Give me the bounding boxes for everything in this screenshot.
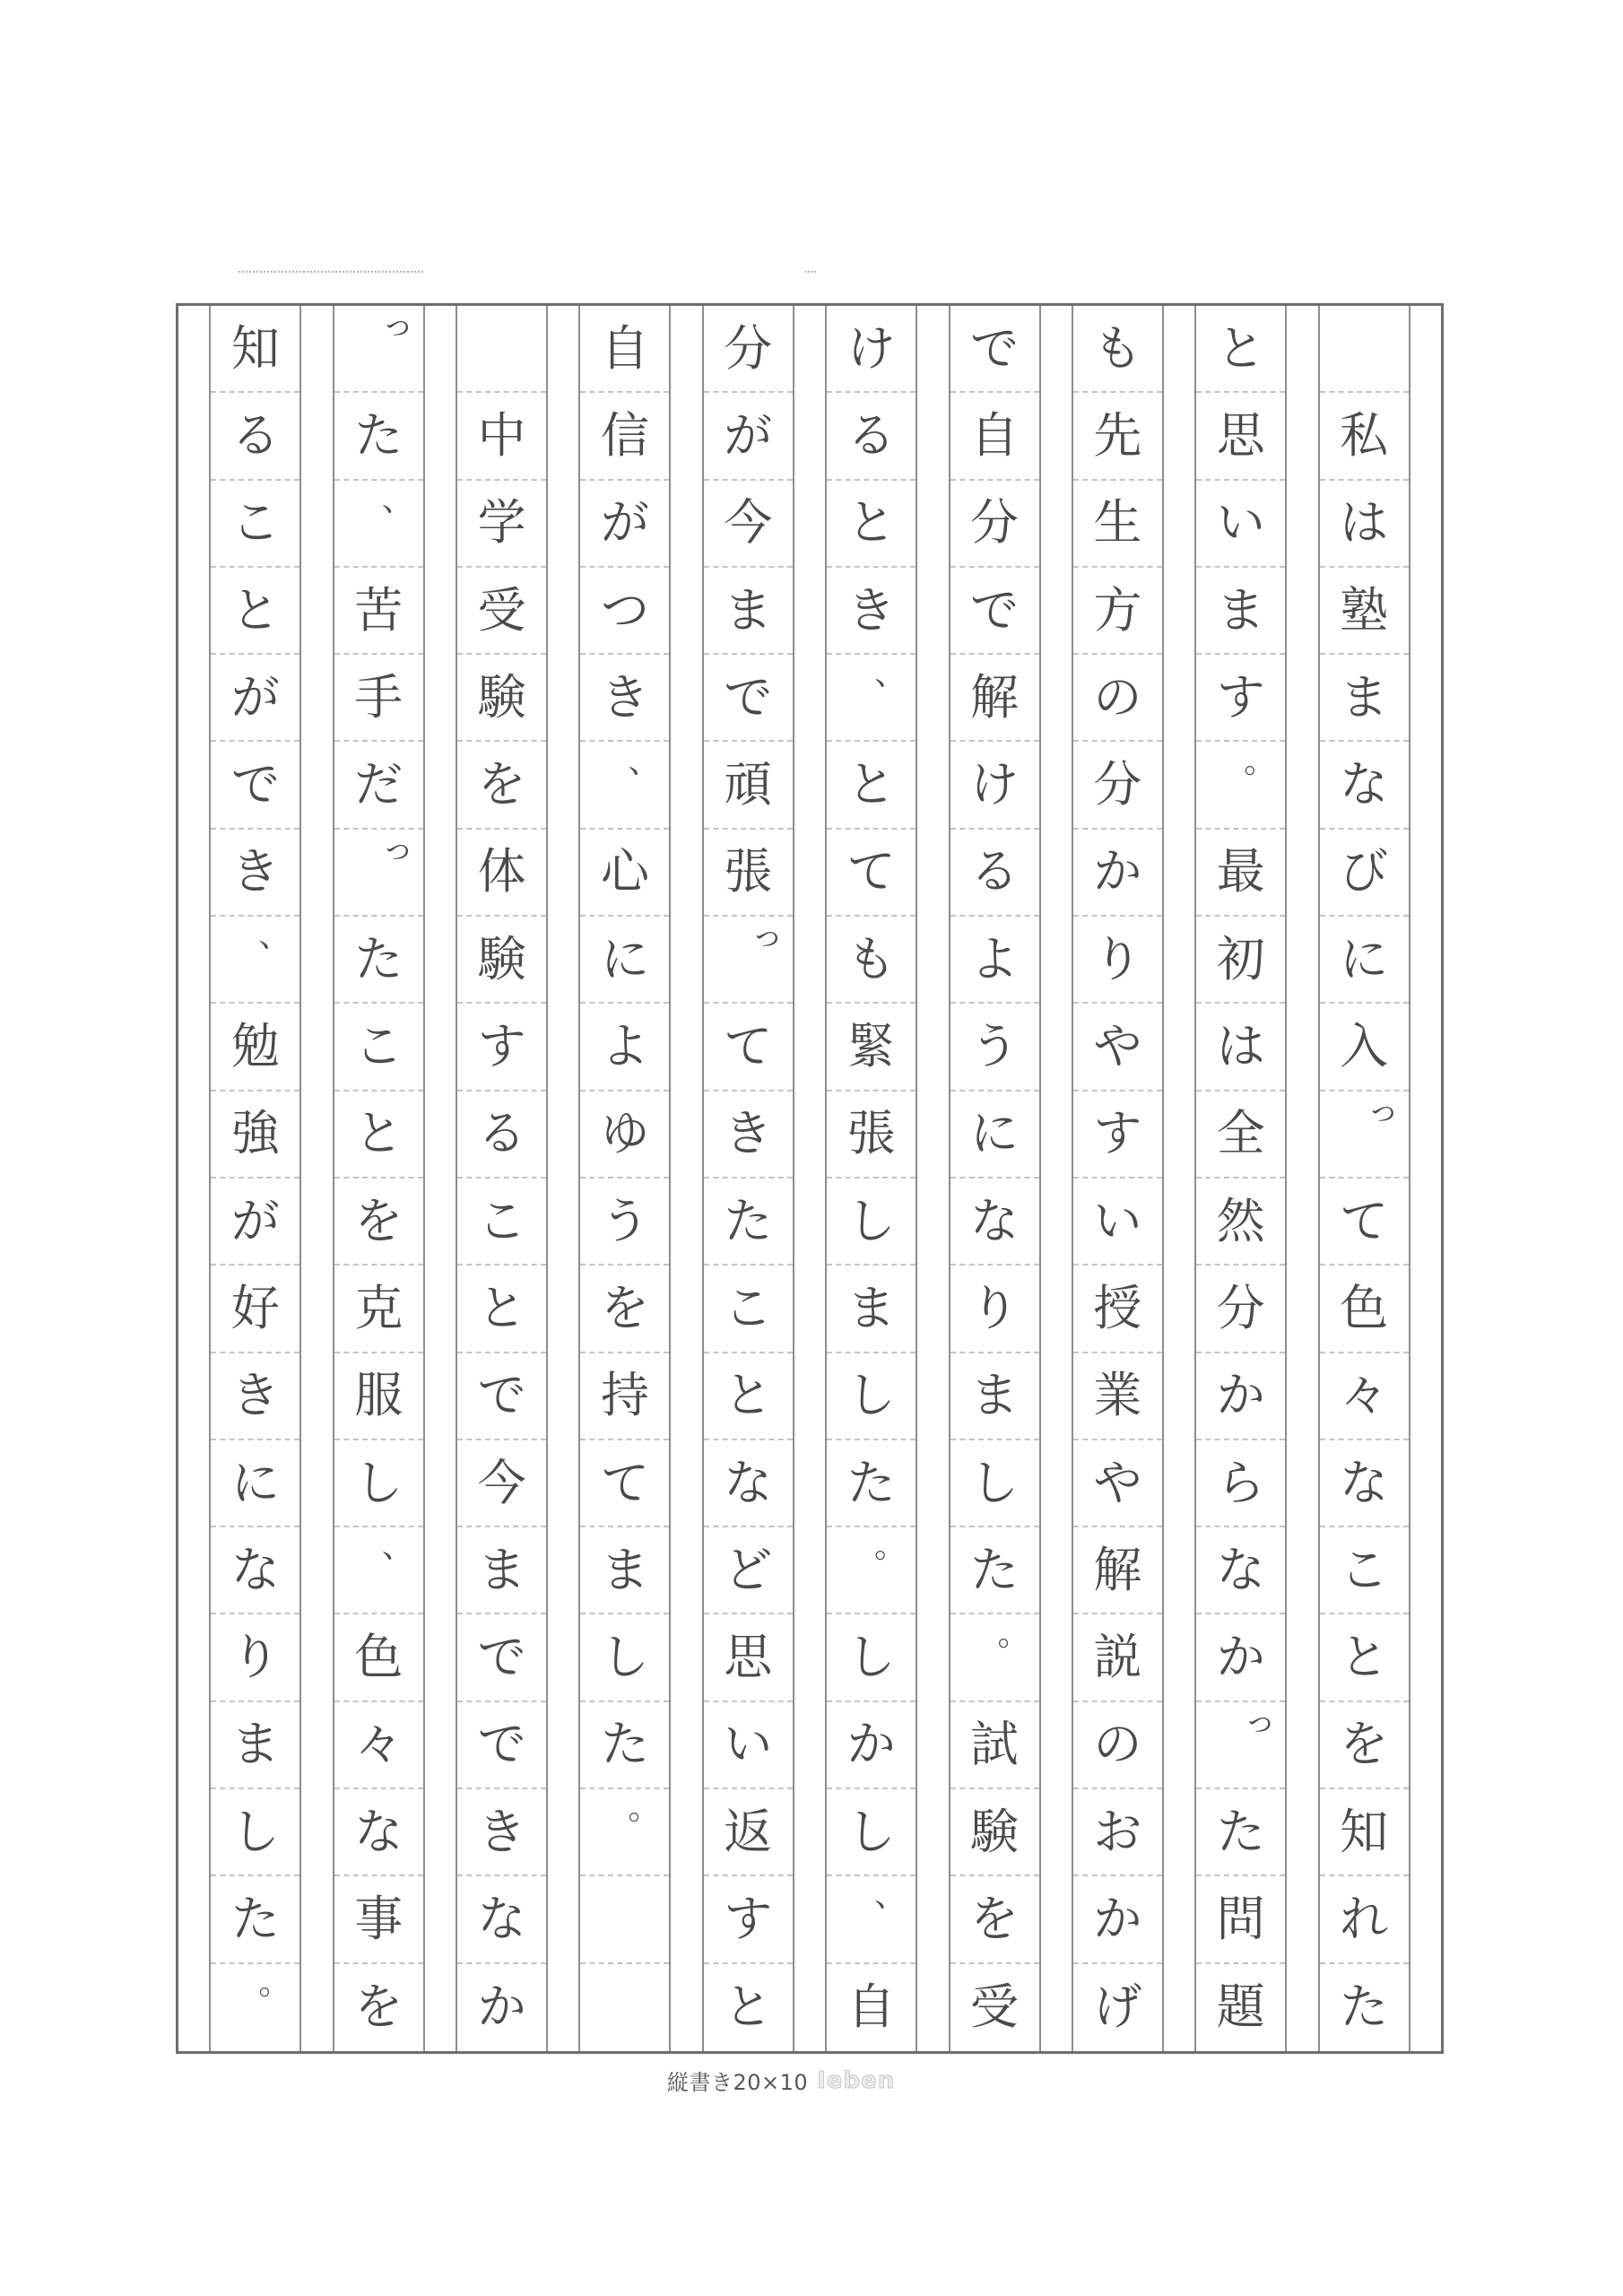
ruby-gutter — [301, 306, 332, 2051]
manuscript-cell: 体 — [457, 830, 546, 917]
manuscript-cell: き — [211, 1353, 299, 1440]
manuscript-cell: ま — [827, 1265, 916, 1352]
manuscript-cell: 。 — [827, 1527, 916, 1614]
manuscript-cell: か — [1196, 1615, 1285, 1702]
manuscript-cell: し — [827, 1353, 916, 1440]
manuscript-cell — [580, 1964, 669, 2051]
manuscript-cell: よ — [580, 1004, 669, 1091]
manuscript-cell: る — [950, 830, 1039, 917]
manuscript-cell: い — [1073, 1178, 1162, 1265]
manuscript-cell: 、 — [827, 655, 916, 742]
manuscript-cell: か — [1073, 830, 1162, 917]
manuscript-cell: て — [704, 1004, 793, 1091]
manuscript-cell: 緊 — [827, 1004, 916, 1091]
manuscript-cell: ま — [950, 1353, 1039, 1440]
manuscript-cell: た — [1196, 1789, 1285, 1876]
manuscript-cell: を — [457, 743, 546, 830]
ruby-gutter — [425, 306, 456, 2051]
manuscript-cell: を — [354, 1979, 404, 2036]
manuscript-cell: て — [1320, 1178, 1409, 1265]
manuscript-cell: 苦 — [334, 568, 423, 655]
manuscript-cell: は — [1196, 1004, 1285, 1091]
manuscript-cell: は — [1320, 481, 1409, 568]
manuscript-cell: 頑 — [704, 743, 793, 830]
manuscript-cell: ま — [1320, 655, 1409, 742]
manuscript-cell: す — [1196, 655, 1285, 742]
manuscript-cell: 心 — [580, 830, 669, 917]
manuscript-cell: る — [457, 1091, 546, 1178]
manuscript-cell: し — [950, 1440, 1039, 1527]
manuscript-cell: 、 — [334, 1527, 423, 1614]
manuscript-cell: た — [827, 1440, 916, 1527]
manuscript-cell: で — [457, 1702, 546, 1789]
manuscript-cell: こ — [1320, 1527, 1409, 1614]
manuscript-cell: 強 — [211, 1091, 299, 1178]
manuscript-cell: っ — [704, 917, 793, 1004]
manuscript-cell: も — [1073, 306, 1162, 393]
manuscript-cell: た — [334, 917, 423, 1004]
manuscript-cell: る — [211, 393, 299, 480]
manuscript-cell: を — [1320, 1702, 1409, 1789]
manuscript-cell: 、 — [580, 743, 669, 830]
manuscript-cell: 色 — [1320, 1265, 1409, 1352]
manuscript-cell: 。 — [1196, 743, 1285, 830]
manuscript-cell: 返 — [704, 1789, 793, 1876]
manuscript-cell: 学 — [457, 481, 546, 568]
ruby-gutter — [671, 306, 701, 2051]
manuscript-cell: と — [827, 481, 916, 568]
manuscript-cell: で — [950, 568, 1039, 655]
manuscript-cell: き — [827, 568, 916, 655]
manuscript-column-8 — [456, 306, 548, 2051]
manuscript-cell: な — [457, 1876, 546, 1963]
ruby-gutter — [917, 306, 948, 2051]
manuscript-cell: 分 — [1073, 743, 1162, 830]
manuscript-cell: の — [1073, 655, 1162, 742]
manuscript-cell: で — [704, 655, 793, 742]
scan-speck-left — [239, 271, 423, 274]
manuscript-cell: す — [704, 1876, 793, 1963]
manuscript-cell — [580, 1876, 669, 1963]
manuscript-cell: き — [580, 655, 669, 742]
manuscript-cell: た — [334, 393, 423, 480]
manuscript-cell: 解 — [950, 655, 1039, 742]
manuscript-cell: 受 — [457, 568, 546, 655]
manuscript-column-7 — [578, 306, 671, 2051]
manuscript-cell: 手 — [334, 655, 423, 742]
manuscript-cell: か — [827, 1702, 916, 1789]
manuscript-cell: 服 — [334, 1353, 423, 1440]
manuscript-cell: 、 — [211, 917, 299, 1004]
manuscript-cell: を — [950, 1876, 1039, 1963]
manuscript-cell: 。 — [258, 1964, 291, 2002]
manuscript-cell: き — [211, 830, 299, 917]
ruby-gutter — [178, 306, 209, 2051]
manuscript-cell: か — [1196, 1353, 1285, 1440]
manuscript-column-2 — [1194, 306, 1287, 2051]
manuscript-cell: す — [457, 1004, 546, 1091]
manuscript-cell: と — [827, 743, 916, 830]
manuscript-cell — [1320, 306, 1409, 393]
paper-footer — [667, 2065, 895, 2096]
manuscript-cell: ま — [704, 568, 793, 655]
manuscript-cell: き — [704, 1091, 793, 1178]
manuscript-cell: ど — [704, 1527, 793, 1614]
manuscript-cell: 張 — [827, 1091, 916, 1178]
manuscript-cell: っ — [334, 306, 423, 393]
manuscript-cell: た — [211, 1876, 299, 1963]
manuscript-cell: に — [580, 917, 669, 1004]
manuscript-cell: 々 — [1320, 1353, 1409, 1440]
manuscript-cell: っ — [334, 830, 423, 917]
manuscript-cell: て — [827, 830, 916, 917]
manuscript-cell: び — [1320, 830, 1409, 917]
manuscript-cell: 克 — [334, 1265, 423, 1352]
ruby-gutter — [794, 306, 825, 2051]
manuscript-cell: も — [827, 917, 916, 1004]
scan-speck-center — [805, 271, 816, 274]
manuscript-cell: に — [211, 1440, 299, 1527]
manuscript-cell: 自 — [846, 1979, 896, 2036]
manuscript-cell: で — [950, 306, 1039, 393]
manuscript-cell: 題 — [1216, 1979, 1265, 2036]
manuscript-cell: し — [827, 1178, 916, 1265]
manuscript-cell: な — [334, 1789, 423, 1876]
manuscript-cell: 分 — [704, 306, 793, 393]
manuscript-cell: た — [704, 1178, 793, 1265]
manuscript-cell: し — [580, 1615, 669, 1702]
manuscript-cell: な — [950, 1178, 1039, 1265]
manuscript-cell: 。 — [580, 1789, 669, 1876]
ruby-gutter — [1164, 306, 1194, 2051]
ruby-gutter — [548, 306, 578, 2051]
manuscript-cell: 問 — [1196, 1876, 1285, 1963]
manuscript-cell: 方 — [1073, 568, 1162, 655]
manuscript-cell: げ — [1093, 1979, 1142, 2036]
manuscript-cell: う — [580, 1178, 669, 1265]
brand-logo: Ieben — [817, 2066, 896, 2094]
manuscript-cell: と — [1196, 306, 1285, 393]
manuscript-cell: 張 — [704, 830, 793, 917]
manuscript-cell: け — [950, 743, 1039, 830]
manuscript-cell: る — [827, 393, 916, 480]
manuscript-cell: た — [580, 1702, 669, 1789]
manuscript-cell: や — [1073, 1440, 1162, 1527]
manuscript-grid — [176, 303, 1444, 2054]
manuscript-cell: 、 — [334, 481, 423, 568]
manuscript-cell: 初 — [1196, 917, 1285, 1004]
manuscript-cell: か — [477, 1979, 526, 2036]
manuscript-cell: 説 — [1073, 1615, 1162, 1702]
manuscript-cell: な — [1320, 1440, 1409, 1527]
manuscript-cell: し — [827, 1615, 916, 1702]
manuscript-cell: 業 — [1073, 1353, 1162, 1440]
manuscript-cell: に — [950, 1091, 1039, 1178]
manuscript-cell: し — [334, 1440, 423, 1527]
manuscript-cell: り — [211, 1615, 299, 1702]
manuscript-cell: に — [1320, 917, 1409, 1004]
manuscript-column-3 — [1072, 306, 1164, 2051]
manuscript-cell: な — [704, 1440, 793, 1527]
manuscript-cell: 勉 — [211, 1004, 299, 1091]
manuscript-column-1 — [1318, 306, 1410, 2051]
manuscript-cell: 授 — [1073, 1265, 1162, 1352]
manuscript-cell: り — [1073, 917, 1162, 1004]
manuscript-cell: を — [334, 1178, 423, 1265]
manuscript-cell: 今 — [457, 1440, 546, 1527]
manuscript-cell: と — [457, 1265, 546, 1352]
manuscript-cell: 信 — [580, 393, 669, 480]
manuscript-cell: 知 — [1320, 1789, 1409, 1876]
manuscript-cell: 全 — [1196, 1091, 1285, 1178]
manuscript-cell: 事 — [334, 1876, 423, 1963]
manuscript-cell: が — [580, 481, 669, 568]
manuscript-cell: か — [1073, 1876, 1162, 1963]
ruby-gutter — [1287, 306, 1317, 2051]
manuscript-cell: こ — [704, 1265, 793, 1352]
manuscript-cell: だ — [334, 743, 423, 830]
manuscript-cell: 今 — [704, 481, 793, 568]
manuscript-column-6 — [702, 306, 794, 2051]
manuscript-cell: こ — [457, 1178, 546, 1265]
manuscript-cell: 験 — [950, 1789, 1039, 1876]
manuscript-cell: 入 — [1320, 1004, 1409, 1091]
manuscript-cell: 好 — [211, 1265, 299, 1352]
manuscript-cell: た — [1340, 1979, 1389, 2036]
manuscript-cell: で — [457, 1615, 546, 1702]
manuscript-cell: 、 — [827, 1876, 916, 1963]
manuscript-cell: ま — [1196, 568, 1285, 655]
manuscript-cell: お — [1073, 1789, 1162, 1876]
manuscript-cell: い — [704, 1702, 793, 1789]
manuscript-cell: 。 — [950, 1615, 1039, 1702]
manuscript-cell: 私 — [1320, 393, 1409, 480]
manuscript-cell: 験 — [457, 655, 546, 742]
manuscript-cell: う — [950, 1004, 1039, 1091]
manuscript-cell: つ — [580, 568, 669, 655]
manuscript-cell: と — [704, 1353, 793, 1440]
manuscript-cell: ら — [1196, 1440, 1285, 1527]
manuscript-cell: た — [950, 1527, 1039, 1614]
manuscript-cell: の — [1073, 1702, 1162, 1789]
manuscript-column-5 — [825, 306, 917, 2051]
manuscript-cell: 先 — [1073, 393, 1162, 480]
manuscript-cell: が — [211, 1178, 299, 1265]
manuscript-cell: け — [827, 306, 916, 393]
manuscript-cell: こ — [211, 481, 299, 568]
manuscript-cell: っ — [1320, 1091, 1409, 1178]
manuscript-cell: こ — [334, 1004, 423, 1091]
manuscript-cell: で — [457, 1353, 546, 1440]
manuscript-cell: ま — [211, 1702, 299, 1789]
manuscript-cell: 分 — [950, 481, 1039, 568]
manuscript-cell: ゆ — [580, 1091, 669, 1178]
manuscript-cell: 思 — [1196, 393, 1285, 480]
manuscript-cell: で — [211, 743, 299, 830]
manuscript-cell: 中 — [457, 393, 546, 480]
manuscript-cell: 最 — [1196, 830, 1285, 917]
manuscript-cell: 知 — [211, 306, 299, 393]
manuscript-cell: ま — [580, 1527, 669, 1614]
manuscript-cell: な — [1320, 743, 1409, 830]
manuscript-cell: な — [1196, 1527, 1285, 1614]
manuscript-cell: き — [457, 1789, 546, 1876]
manuscript-cell: れ — [1320, 1876, 1409, 1963]
manuscript-cell: 解 — [1073, 1527, 1162, 1614]
manuscript-cell: ま — [457, 1527, 546, 1614]
manuscript-cell: 自 — [580, 306, 669, 393]
manuscript-cell: 持 — [580, 1353, 669, 1440]
manuscript-cell: す — [1073, 1091, 1162, 1178]
manuscript-cell: し — [827, 1789, 916, 1876]
manuscript-column-10 — [209, 306, 301, 2051]
manuscript-cell: 色 — [334, 1615, 423, 1702]
manuscript-cell: と — [724, 1979, 773, 2036]
manuscript-cell: 思 — [704, 1615, 793, 1702]
manuscript-cell: が — [704, 393, 793, 480]
manuscript-cell: 自 — [950, 393, 1039, 480]
manuscript-cell: 分 — [1196, 1265, 1285, 1352]
manuscript-cell: と — [1320, 1615, 1409, 1702]
manuscript-cell: て — [580, 1440, 669, 1527]
manuscript-cell: 験 — [457, 917, 546, 1004]
manuscript-cell: っ — [1196, 1702, 1285, 1789]
paper-format-label: 縦書き20×10 — [667, 2070, 809, 2095]
manuscript-cell: と — [334, 1091, 423, 1178]
manuscript-cell: 受 — [970, 1979, 1020, 2036]
manuscript-cell — [457, 306, 546, 393]
ruby-gutter — [1041, 306, 1072, 2051]
manuscript-cell: い — [1196, 481, 1285, 568]
manuscript-cell: 々 — [334, 1702, 423, 1789]
manuscript-cell: を — [580, 1265, 669, 1352]
manuscript-cell: と — [211, 568, 299, 655]
manuscript-column-4 — [949, 306, 1041, 2051]
manuscript-cell: し — [211, 1789, 299, 1876]
manuscript-cell: よ — [950, 917, 1039, 1004]
manuscript-cell: り — [950, 1265, 1039, 1352]
manuscript-cell: 塾 — [1320, 568, 1409, 655]
manuscript-cell: 試 — [950, 1702, 1039, 1789]
manuscript-cell: な — [211, 1527, 299, 1614]
manuscript-column-9 — [333, 306, 425, 2051]
manuscript-cell: 生 — [1073, 481, 1162, 568]
manuscript-cell: 然 — [1196, 1178, 1285, 1265]
manuscript-cell: が — [211, 655, 299, 742]
manuscript-cell: や — [1073, 1004, 1162, 1091]
